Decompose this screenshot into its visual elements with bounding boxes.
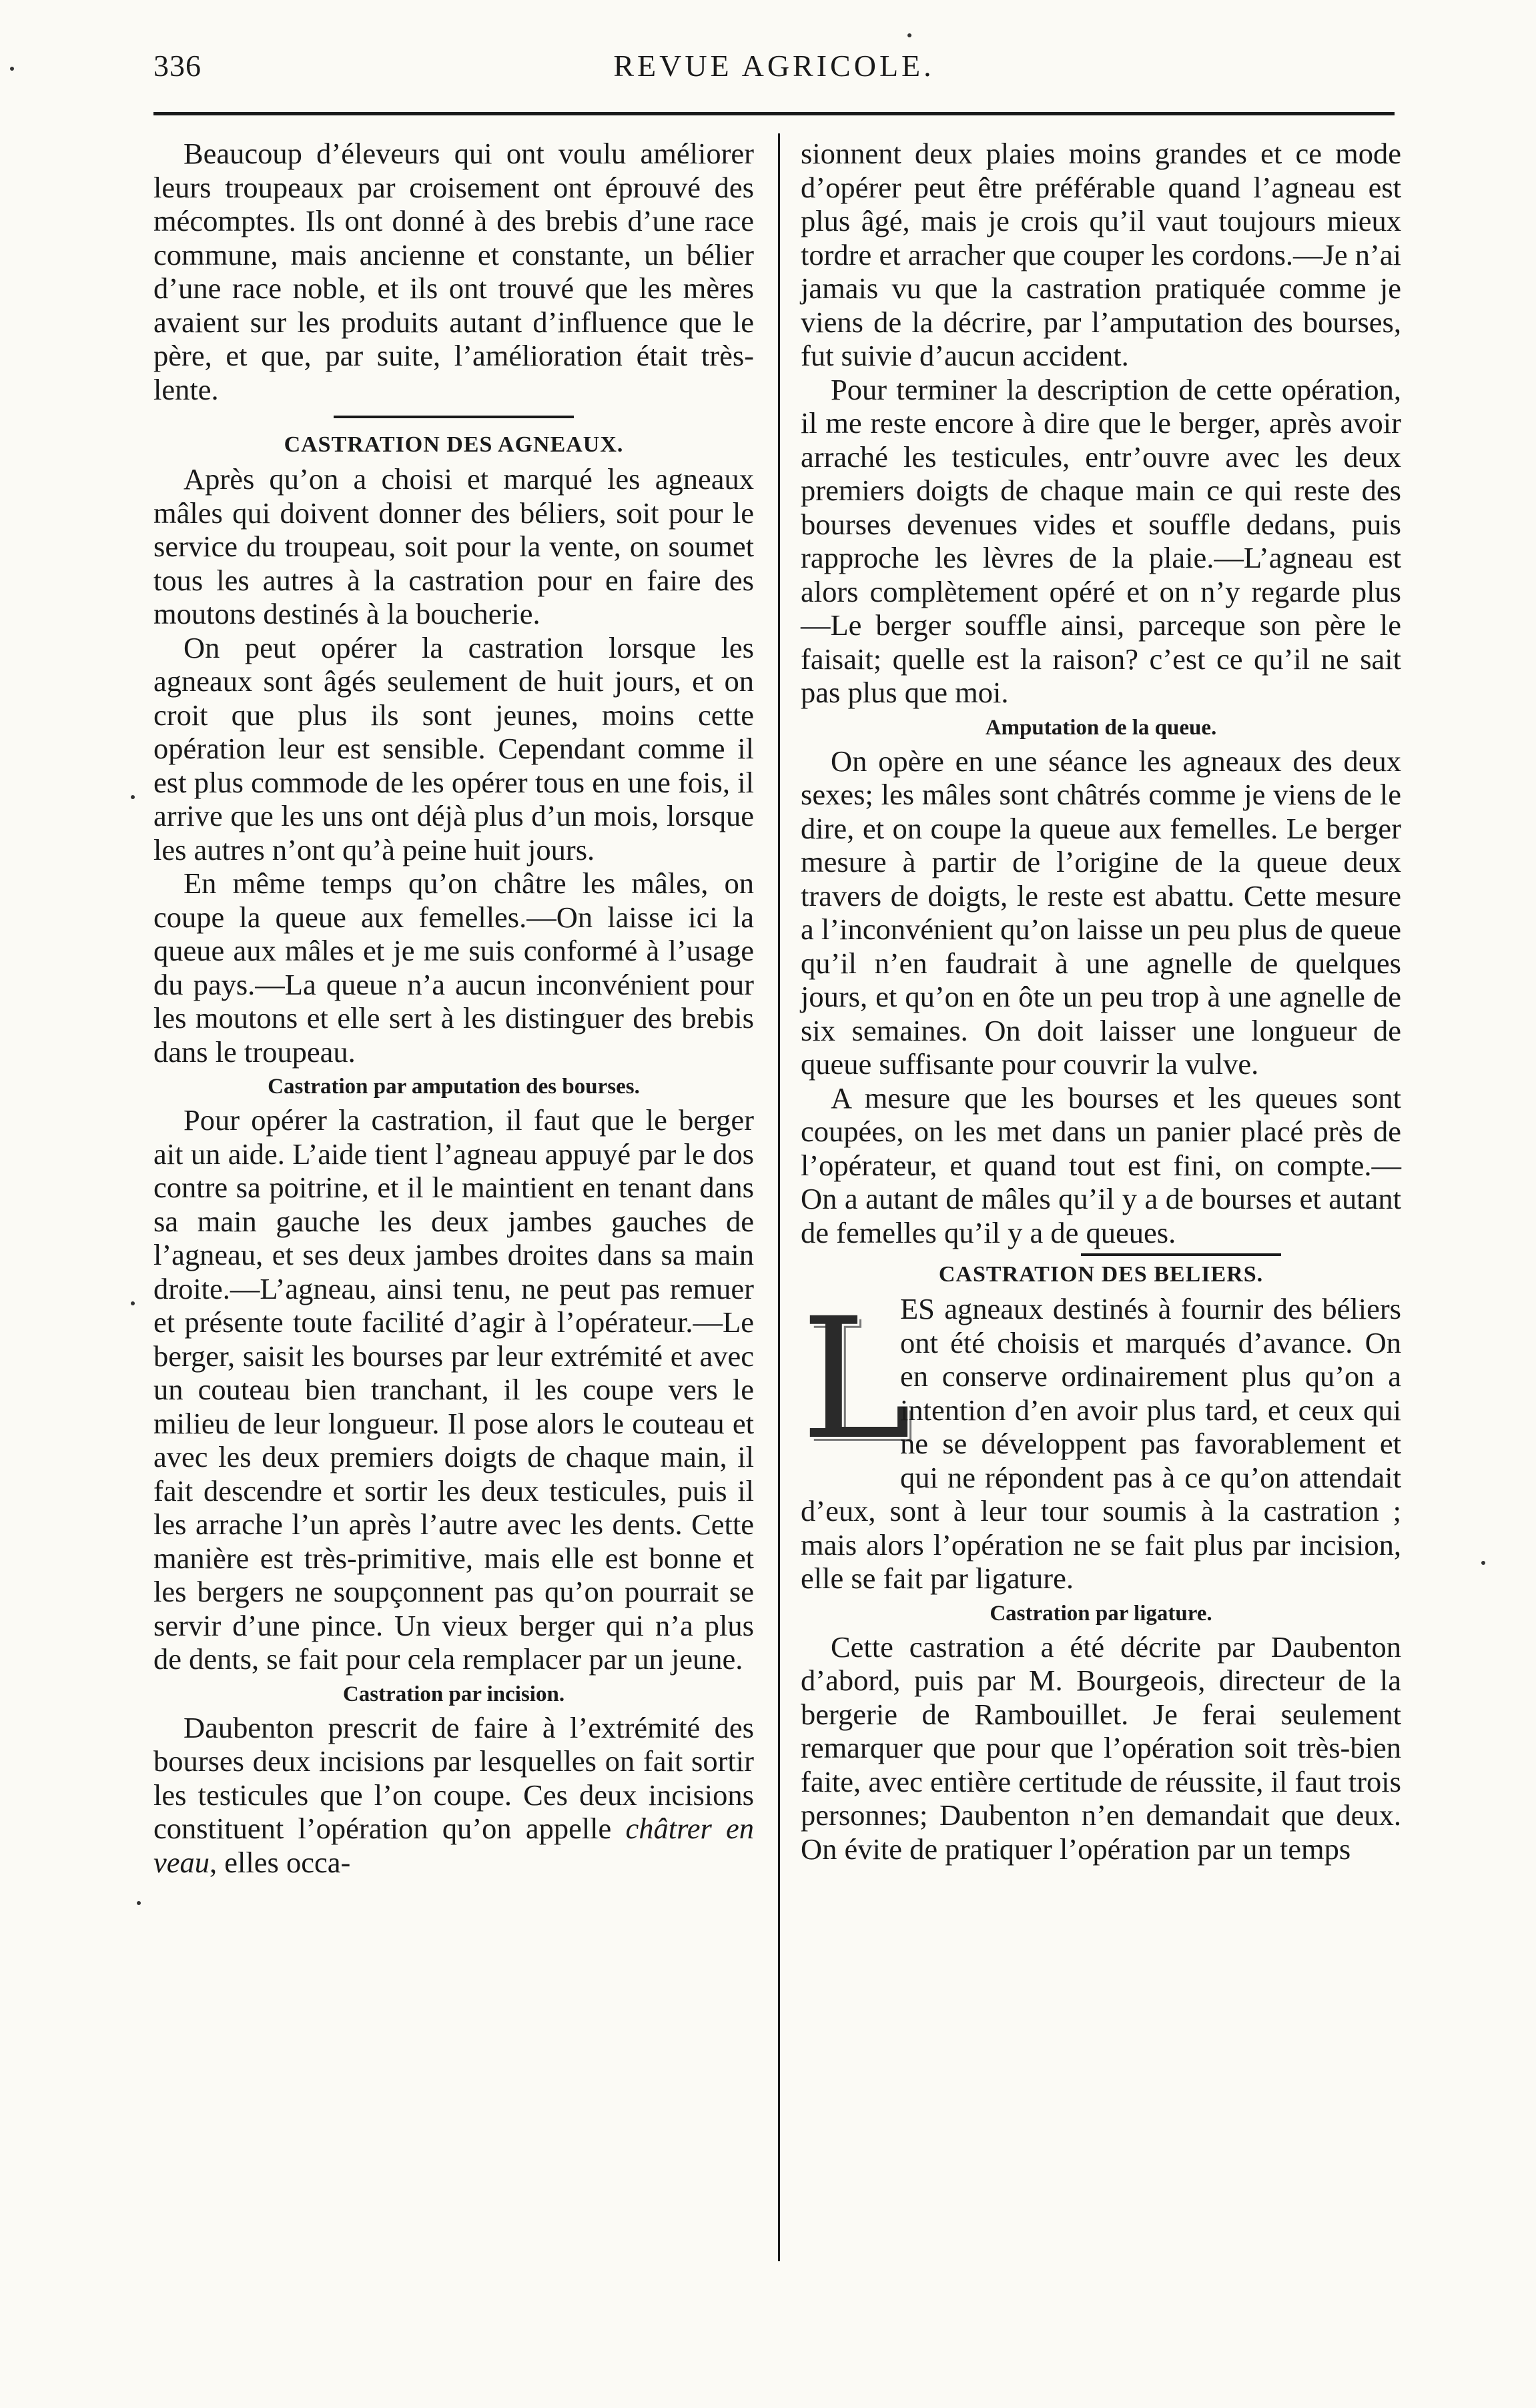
column-divider [778,133,780,2261]
page-header [153,48,1395,108]
paragraph: En même temps qu’on châtre les mâles, on coupe la queue aux femelles.—On laisse ici la queue aux mâles et je me suis conformé à l’usage du pays.—La queue n’a aucun inconvénient pour les moutons et elle sert à les distinguer des brebis dans le troupeau. [153,866,754,1069]
running-title: REVUE AGRICOLE. [613,49,935,83]
paragraph [153,1711,754,1880]
ornamental-dropcap: L [801,1282,912,1476]
print-speck [1481,1561,1485,1565]
right-column [801,137,1401,1866]
section-title-castration-beliers: CASTRATION DES BELIERS. [938,1262,1264,1287]
paragraph: ES agneaux destinés à fournir des béliers ont été choisis et marqués d’avance. On en conserve ordinairement plus qu’on a intention d’en avoir plus tard, et ceux qui ne se développent pas favorablement et qui ne répondent pas à ce qu’on attendait d’eux, sont à leur tour soumis à la castration ; mais alors l’opération ne se fait plus par incision, elle se fait par ligature. [801,1292,1401,1595]
paragraph: Pour terminer la description de cette opération, il me reste encore à dire que le berger, après avoir arraché les testicules, entr’ouvre avec les deux premiers doigts de chaque main ce qui reste des bourses devenues vides et souffle dedans, puis rapproche les lèvres de la plaie.—L’agneau est alors complètement opéré et on n’y regarde plus —Le berger souffle ainsi, parceque son père le faisait; quelle est la raison? c’est ce qu’il ne sait pas plus que moi. [801,372,1401,709]
text-run: Daubenton prescrit de faire à l’extrémité des bourses deux incisions par lesquelles on fait sortir les testicules que l’on coupe. Ces deux incisions constituent l’opération qu’on appelle [153,1710,754,1845]
paragraph: On peut opérer la castration lorsque les agneaux sont âgés seulement de huit jours, et on croit que plus ils sont jeunes, moins cette opération leur est sensible. Cependant comme il est plus commode de les opérer tous en une fois, il arrive que les uns ont déjà plus d’un mois, lorsque les autres n’ont qu’à peine huit jours. [153,630,754,866]
paragraph: sionnent deux plaies moins grandes et ce mode d’opérer peut être préférable quand l’agneau est plus âgé, mais je crois qu’il vaut toujours mieux tordre et arracher que couper les cordons.—Je n’ai jamais vu que la castration pratiquée comme je viens de la décrire, par l’amputation des bourses, fut suivie d’aucun accident. [801,137,1401,372]
print-speck [907,33,911,37]
page-number: 336 [153,49,202,83]
print-speck [137,1901,141,1905]
emphasis-text: châtrer en veau [153,1812,754,1879]
left-column [153,137,754,1879]
subsection-title-ligature: Castration par ligature. [990,1601,1212,1626]
section-divider [334,416,574,418]
paragraph: Beaucoup d’éleveurs qui ont voulu améliorer leurs troupeaux par croisement ont éprouvé des mécomptes. Ils ont donné à des brebis d’une race commune, mais ancienne et constante, un bélier d’une race noble, et ils ont trouvé que les mères avaient sur les produits autant d’influence que le père, et que, par suite, l’amélioration était très-lente. [153,137,754,406]
paragraph: Cette castration a été décrite par Daubenton d’abord, puis par M. Bourgeois, directeur de la bergerie de Rambouillet. Je ferai seulement remarquer que pour que l’opération soit très-bien faite, avec entière certitude de réussite, il faut trois personnes; Daubenton n’en demandait que deux. On évite de pratiquer l’opération par un temps [801,1630,1401,1866]
print-speck [131,1301,135,1305]
paragraph: Pour opérer la castration, il faut que le berger ait un aide. L’aide tient l’agneau appuyé par le dos contre sa poitrine, et il le maintient en tenant dans sa main gauche les deux jambes gauches de l’agneau, et ses deux jambes droites dans sa main droite.—L’agneau, ainsi tenu, ne peut pas remuer et présente toute facilité d’agir à l’opérateur.—Le berger, saisit les bourses par leur extrémité et avec un couteau bien tranchant, il les coupe vers le milieu de leur longueur. Il pose alors le couteau et avec les deux premiers doigts de chaque main, il fait descendre et sortir les deux testicules, puis il les arrache l’un après l’autre avec les dents. Cette manière est très-primitive, mais elle est bonne et les bergers ne soupçonnent pas qu’on pourrait se servir d’une pince. Un vieux berger qui n’a plus de dents, se fait pour cela remplacer par un jeune. [153,1103,754,1676]
subsection-title-amputation-queue: Amputation de la queue. [985,715,1217,740]
header-rule [153,112,1395,115]
paragraph: On opère en une séance les agneaux des deux sexes; les mâles sont châtrés comme je viens de le dire, et on coupe la queue aux femelles. Le berger mesure à partir de l’origine de la queue deux travers de doigts, le reste est abattu. Cette mesure a l’inconvénient qu’on laisse un peu plus de queue qu’il n’en faudrait à une agnelle de quelques jours, et qu’on en ôte un peu trop à une agnelle de six semaines. On doit laisser une longueur de queue suffisante pour couvrir la vulve. [801,744,1401,1081]
subsection-title-amputation-bourses: Castration par amputation des bourses. [268,1075,640,1099]
subsection-title-incision: Castration par incision. [342,1682,565,1706]
print-speck [131,795,135,799]
print-speck [10,67,14,71]
section-title-castration-agneaux: CASTRATION DES AGNEAUX. [284,432,624,457]
paragraph: Après qu’on a choisi et marqué les agneaux mâles qui doivent donner des béliers, soit pour le service du troupeau, soit pour la vente, on soumet tous les autres à la castration pour en faire des moutons destinés à la boucherie. [153,462,754,630]
dropcap-paragraph [801,1282,1401,1596]
text-run: , elles occa- [210,1845,351,1879]
section-divider [1081,1253,1281,1256]
paragraph: A mesure que les bourses et les queues sont coupées, on les met dans un panier placé près de l’opérateur, et quand tout est fini, on compte.—On a autant de mâles qu’il y a de bourses et autant de femelles qu’il y a de queues. [801,1081,1401,1249]
